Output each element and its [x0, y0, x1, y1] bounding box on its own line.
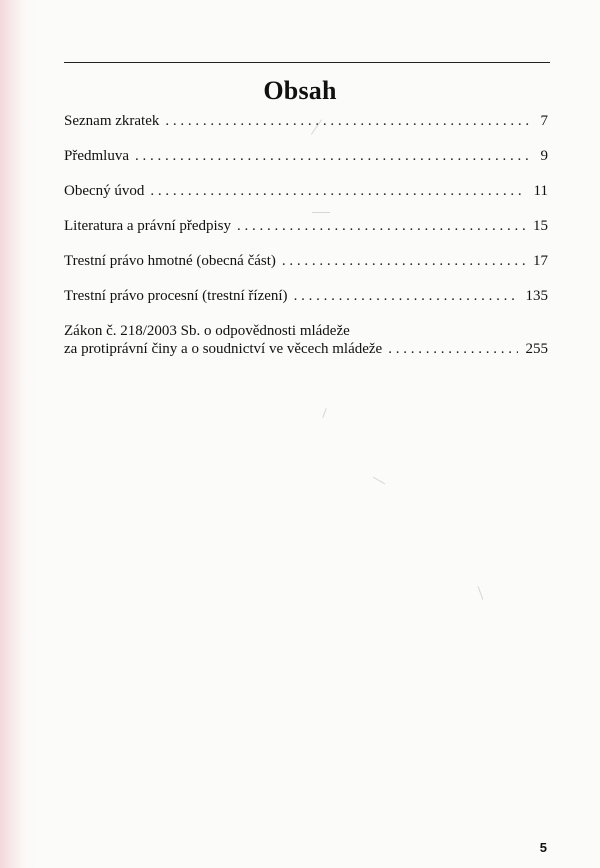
table-of-contents	[64, 112, 548, 358]
scan-mark	[312, 212, 330, 213]
dot-leader	[165, 112, 532, 130]
toc-entry-page: 15	[533, 218, 548, 234]
toc-entry-label: Literatura a právní předpisy	[64, 218, 232, 234]
top-rule	[64, 62, 550, 63]
toc-entry-label-line2: za protiprávní činy a o soudnictví ve věcech mládeže	[64, 341, 383, 357]
toc-entry[interactable]	[64, 147, 548, 165]
toc-entry[interactable]	[64, 252, 548, 270]
scan-mark	[373, 477, 386, 485]
toc-entry[interactable]	[64, 217, 548, 235]
dot-leader	[237, 217, 525, 235]
dot-leader	[282, 252, 525, 270]
toc-entry-page: 11	[533, 183, 548, 199]
toc-entry-page: 7	[540, 113, 548, 129]
dot-leader	[135, 147, 533, 165]
dot-leader	[388, 340, 517, 358]
scan-mark	[478, 586, 484, 599]
dot-leader	[294, 287, 518, 305]
toc-entry[interactable]	[64, 112, 548, 130]
page-title: Obsah	[263, 76, 337, 105]
toc-entry[interactable]	[64, 287, 548, 305]
toc-entry[interactable]	[64, 182, 548, 200]
toc-entry-page: 17	[533, 253, 548, 269]
toc-entry-label: Předmluva	[64, 148, 129, 164]
toc-entry-page: 9	[540, 148, 548, 164]
toc-entry-page: 255	[525, 341, 548, 357]
toc-entry-label: Trestní právo hmotné (obecná část)	[64, 253, 276, 269]
scan-mark	[322, 408, 326, 418]
toc-entry-multiline[interactable]	[64, 322, 548, 358]
toc-entry-label: Trestní právo procesní (trestní řízení)	[64, 288, 288, 304]
page-number: 5	[539, 840, 547, 855]
toc-entry-second-line	[64, 340, 548, 358]
toc-entry-page: 135	[525, 288, 548, 304]
dot-leader	[150, 182, 525, 200]
toc-entry-label: Obecný úvod	[64, 183, 145, 199]
toc-entry-label-line1: Zákon č. 218/2003 Sb. o odpovědnosti mládeže	[64, 323, 350, 339]
toc-entry-label: Seznam zkratek	[64, 113, 160, 129]
